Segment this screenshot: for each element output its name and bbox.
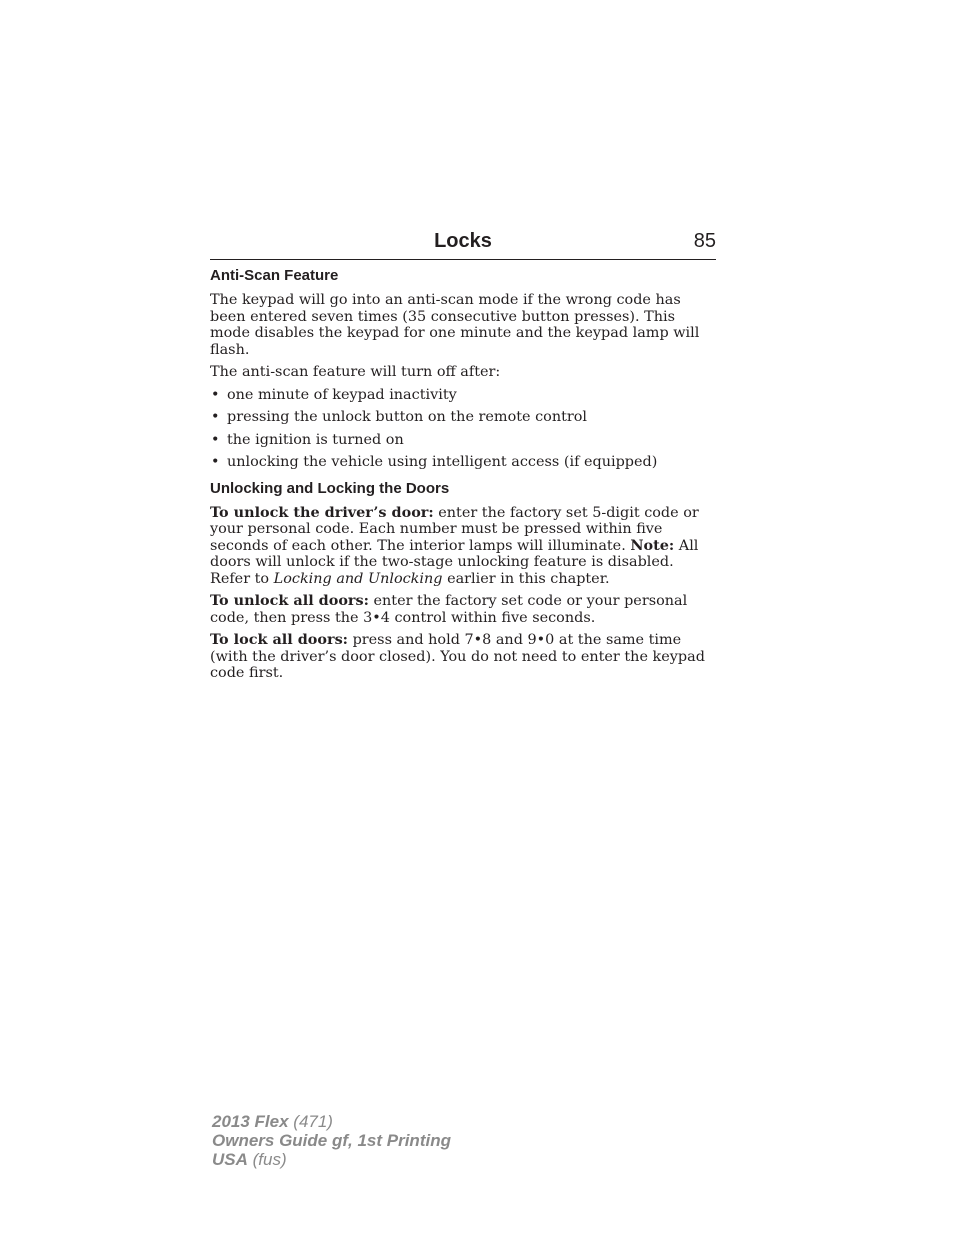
unlock-driver-door-label: To unlock the driver’s door: xyxy=(210,503,434,521)
list-item-text: unlocking the vehicle using intelligent access (if equipped) xyxy=(227,454,658,470)
footer-line-model xyxy=(212,1112,451,1131)
note-label: Note: xyxy=(630,536,675,554)
footer-model: 2013 Flex xyxy=(212,1112,289,1131)
footer-guide: Owners Guide gf, 1st Printing xyxy=(212,1131,451,1150)
anti-scan-paragraph: The keypad will go into an anti-scan mode if the wrong code has been entered seven times (35 consecutive button presses). This mode disables the keypad for one minute and the keypad lamp will flash. xyxy=(210,292,700,358)
page-footer xyxy=(212,1112,451,1169)
anti-scan-list xyxy=(210,387,716,471)
list-item-text: one minute of keypad inactivity xyxy=(227,386,457,403)
chapter-title: Locks xyxy=(434,230,492,252)
unlock-all-doors-paragraph xyxy=(210,593,716,626)
bullet-glyph: • xyxy=(211,454,220,470)
anti-scan-intro: The anti-scan feature will turn off after: xyxy=(210,364,501,380)
section-heading-anti-scan: Anti-Scan Feature xyxy=(210,267,339,284)
list-item xyxy=(210,432,716,449)
footer-market-code: (fus) xyxy=(247,1150,287,1169)
cross-reference: Locking and Unlocking xyxy=(273,570,443,587)
list-item xyxy=(210,409,716,426)
bullet-glyph: • xyxy=(211,409,220,425)
footer-model-code: (471) xyxy=(288,1112,333,1131)
page-content xyxy=(210,267,716,688)
page-number: 85 xyxy=(693,230,716,252)
list-item xyxy=(210,454,716,471)
list-item-text: pressing the unlock button on the remote control xyxy=(227,409,588,425)
unlock-all-doors-label: To unlock all doors: xyxy=(210,592,369,609)
unlock-driver-door-text: enter the factory set 5-digit code or your personal code. Each number must be pressed within five seconds of each other. The interior lamps will illuminate. xyxy=(210,504,699,554)
note-text-end: earlier in this chapter. xyxy=(442,570,610,587)
page-header xyxy=(210,228,716,260)
footer-market: USA xyxy=(212,1150,248,1169)
note-text: All doors will unlock if the two-stage unlocking feature is disabled. Refer to xyxy=(210,537,699,587)
footer-line-market xyxy=(212,1150,451,1169)
bullet-glyph: • xyxy=(211,386,220,403)
unlock-all-doors-text: enter the factory set code or your personal code, then press the 3•4 control within five seconds. xyxy=(210,593,688,626)
list-item xyxy=(210,387,716,404)
unlock-driver-door-paragraph xyxy=(210,505,716,588)
lock-all-doors-paragraph xyxy=(210,632,716,682)
list-item-text: the ignition is turned on xyxy=(227,431,404,448)
lock-all-doors-text: press and hold 7•8 and 9•0 at the same time (with the driver’s door closed). You do not need to enter the keypad code first. xyxy=(210,632,705,681)
bullet-glyph: • xyxy=(211,431,220,448)
lock-all-doors-label: To lock all doors: xyxy=(210,631,348,648)
section-heading-unlocking: Unlocking and Locking the Doors xyxy=(210,479,450,497)
